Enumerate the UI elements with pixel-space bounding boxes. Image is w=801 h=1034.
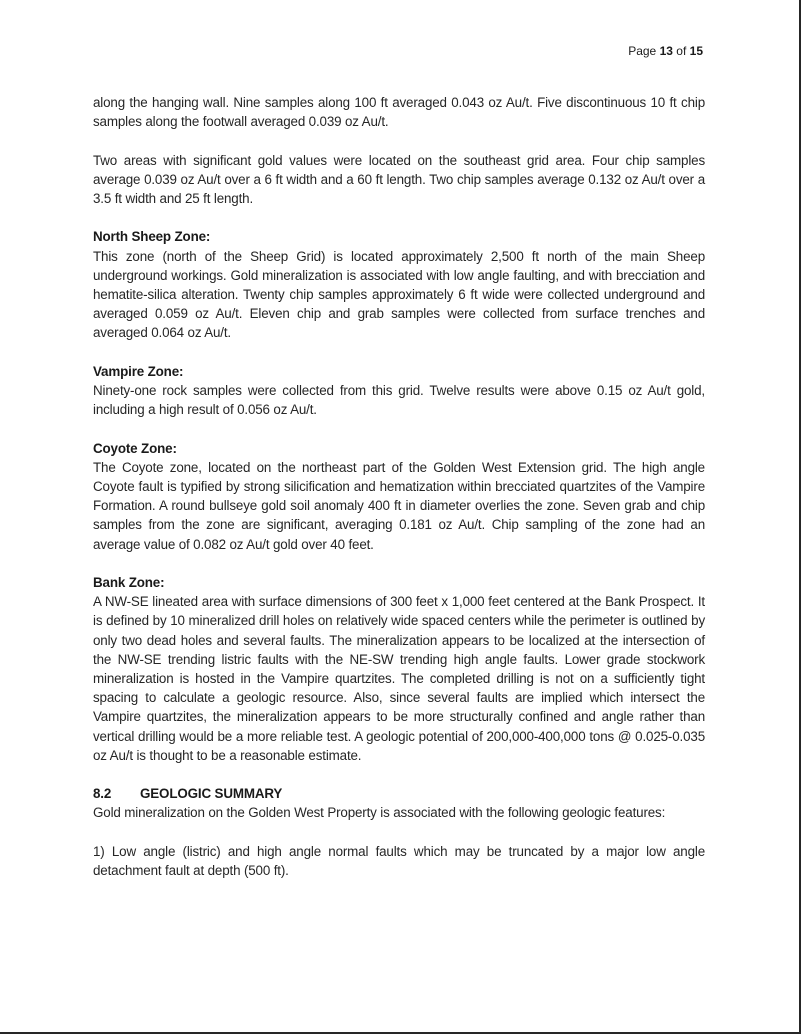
section-number: 8.2 [93, 786, 112, 802]
paragraph-southeast-grid: Two areas with significant gold values were located on the southeast grid area. Four chip samples average 0.039 oz Au/t over a 6 ft width and a 60 ft length. Two chip samples average 0.132 oz Au/t over a 3.5 ft width and 25 ft length. [93, 152, 705, 206]
paragraph-hanging-wall: along the hanging wall. Nine samples along 100 ft averaged 0.043 oz Au/t. Five discontinuous 10 ft chip samples along the footwall averaged 0.039 oz Au/t. [93, 95, 705, 130]
document-body [93, 93, 705, 880]
coyote-zone-heading: Coyote Zone: [93, 440, 177, 456]
page-current: 13 [659, 44, 673, 58]
page-prefix: Page [628, 44, 657, 58]
vampire-zone-heading: Vampire Zone: [93, 363, 184, 379]
vampire-zone-text: Ninety-one rock samples were collected from this grid. Twelve results were above 0.15 oz Au/t gold, including a high result of 0.056 oz Au/t. [93, 383, 705, 418]
coyote-zone-text: The Coyote zone, located on the northeast part of the Golden West Extension grid. The high angle Coyote fault is typified by strong silicification and hematization within brecciated quartzites of the Vampire Formation. A round bullseye gold soil anomaly 400 ft in diameter overlies the zone. Seven grab and chip samples from the zone are significant, averaging 0.181 oz Au/t. Chip sampling of the zone had an average value of 0.082 oz Au/t gold over 40 feet. [93, 459, 705, 552]
page-of: of [676, 44, 687, 58]
section-title: GEOLOGIC SUMMARY [140, 786, 283, 802]
north-sheep-zone-heading: North Sheep Zone: [93, 229, 211, 245]
section-heading [93, 784, 705, 803]
page-number [628, 44, 703, 58]
geologic-summary-item-1: 1) Low angle (listric) and high angle normal faults which may be truncated by a major low angle detachment fault at depth (500 ft). [93, 843, 705, 879]
bank-zone-heading: Bank Zone: [93, 575, 165, 590]
bank-zone-text: A NW-SE lineated area with surface dimensions of 300 feet x 1,000 feet centered at the Bank Prospect. It is defined by 10 mineralized drill holes on relatively wide spaced centers while the perimeter is outlined by only two dead holes and several faults. The mineralization appears to be localized at the intersection of the NW-SE trending listric faults with the NE-SW trending high angle faults. Lower grade stockwork mineralization is hosted in the Vampire quartzites. The completed drilling is not on a sufficiently tight spacing to calculate a geologic resource. Also, since several faults are implied which intersect the Vampire quartzites, the mineralization appears to be more structurally confined and angle rather than vertical drilling would be a more reliable test. A geologic potential of 200,000-400,000 tons @ 0.025-0.035 oz Au/t is thought to be a reasonable estimate. [93, 594, 705, 763]
north-sheep-zone-text: This zone (north of the Sheep Grid) is located approximately 2,500 ft north of the main Sheep underground workings. Gold mineralization is associated with low angle faulting, and with brecciation and hematite-silica alteration. Twenty chip samples approximately 6 ft wide were collected underground and averaged 0.059 oz Au/t. Eleven chip and grab samples were collected from surface trenches and averaged 0.064 oz Au/t. [93, 248, 705, 341]
geologic-summary-intro: Gold mineralization on the Golden West Property is associated with the following geologic features: [93, 805, 666, 821]
page-total: 15 [689, 44, 703, 58]
